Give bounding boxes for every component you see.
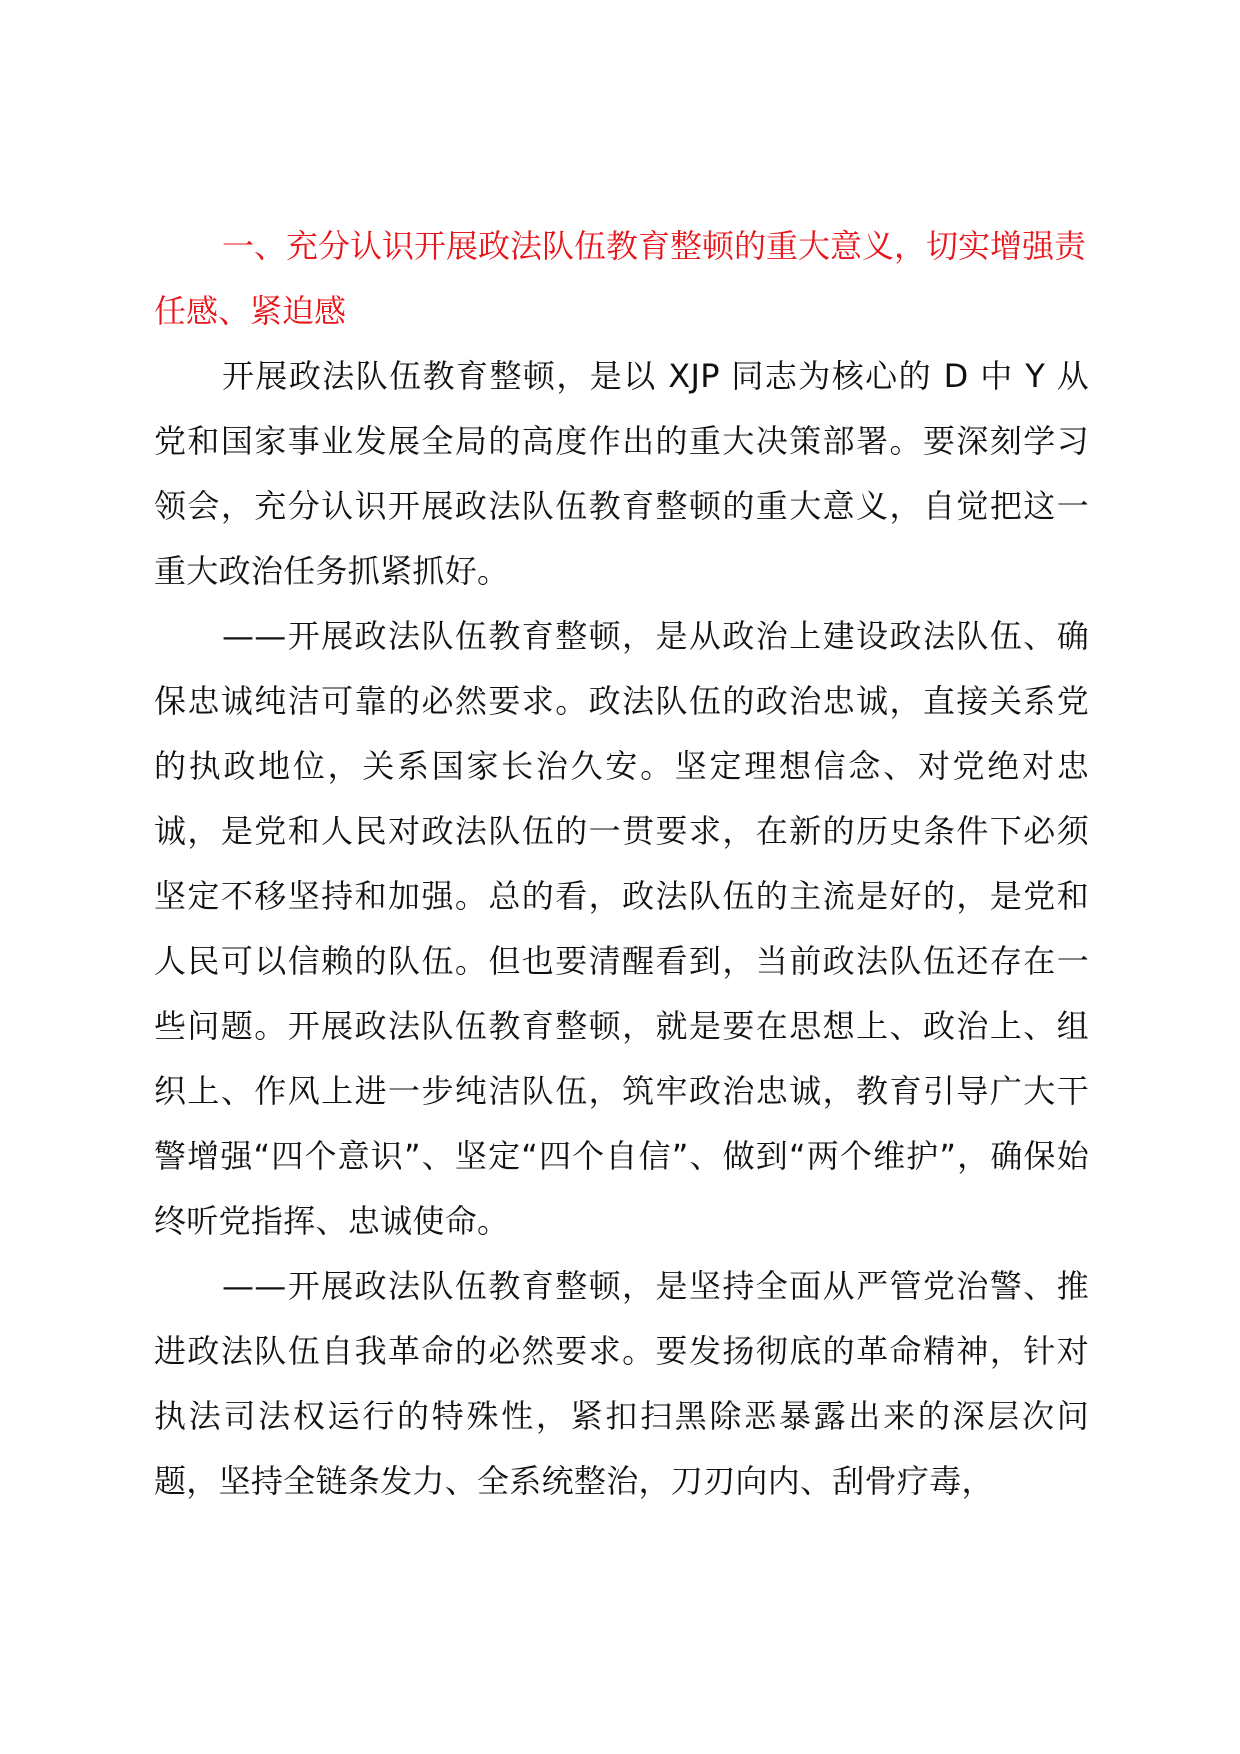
paragraph-self-revolution: ——开展政法队伍教育整顿，是坚持全面从严管党治警、推进政法队伍自我革命的必然要求。要发扬彻底的革命精神，针对执法司法权运行的特殊性，紧扣扫黑除恶暴露出来的深层次问题，坚持全链条发力、全系统整治，刀刃向内、刮骨疗毒，: [154, 1267, 1089, 1500]
document-body: [154, 214, 1089, 1514]
paragraph-political-loyalty: ——开展政法队伍教育整顿，是从政治上建设政法队伍、确保忠诚纯洁可靠的必然要求。政法队伍的政治忠诚，直接关系党的执政地位，关系国家长治久安。坚定理想信念、对党绝对忠诚，是党和人民对政法队伍的一贯要求，在新的历史条件下必须坚定不移坚持和加强。总的看，政法队伍的主流是好的，是党和人民可以信赖的队伍。但也要清醒看到，当前政法队伍还存在一些问题。开展政法队伍教育整顿，就是要在思想上、政治上、组织上、作风上进一步纯洁队伍，筑牢政治忠诚，教育引导广大干警增强“四个意识”、坚定“四个自信”、做到“两个维护”，确保始终听党指挥、忠诚使命。: [154, 617, 1089, 1240]
paragraph-intro: 开展政法队伍教育整顿，是以 XJP 同志为核心的 D 中 Y 从党和国家事业发展全局的高度作出的重大决策部署。要深刻学习领会，充分认识开展政法队伍教育整顿的重大意义，自觉把这一重大政治任务抓紧抓好。: [154, 357, 1089, 590]
section-heading: 一、充分认识开展政法队伍教育整顿的重大意义，切实增强责任感、紧迫感: [154, 227, 1087, 330]
